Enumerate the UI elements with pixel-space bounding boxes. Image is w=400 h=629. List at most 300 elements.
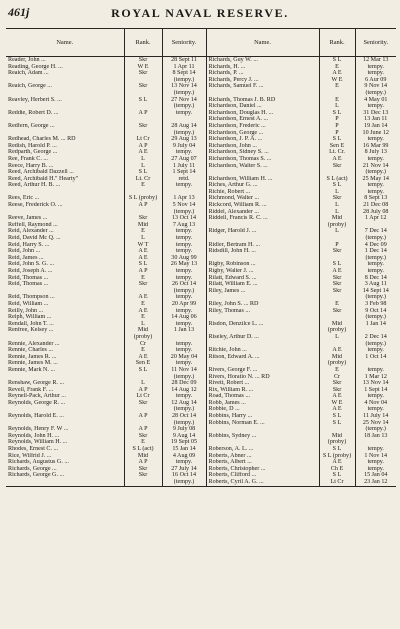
cell-seniority-left: 27 July 14 <box>162 466 206 473</box>
cell-rank-right: Mid <box>319 321 355 328</box>
cell-name-right: Roberson, A. L. ... <box>206 446 319 453</box>
cell-name-right: Ridsdill, John H. ... <box>206 248 319 255</box>
cell-name-left: Reynolds, Harold E. ... <box>8 413 64 420</box>
cell-seniority-right: 1 Oct 14 <box>355 354 396 361</box>
cell-seniority-right: 13 Jan 11 <box>355 116 396 123</box>
cell-name-right <box>206 222 319 229</box>
table-row <box>6 367 396 374</box>
cell-seniority-left: tempy. <box>162 182 206 189</box>
cell-rank-left: S L <box>124 97 162 104</box>
cell-name-left: Ree, Frank C. ... <box>8 155 48 162</box>
table-row <box>6 97 396 104</box>
cell-rank-left: Mid <box>124 327 162 334</box>
cell-name-right: Richards, H. ... <box>206 64 319 71</box>
table-row <box>6 182 396 189</box>
cell-name-right: Richardson, Walter S. ... <box>206 163 319 170</box>
cell-name-left: Relph, William ... <box>8 314 52 321</box>
cell-name-right <box>206 169 319 176</box>
table-row <box>6 334 396 341</box>
cell-rank-left <box>124 130 162 137</box>
cell-rank-left: Skr <box>124 281 162 288</box>
cell-rank-right <box>319 314 355 321</box>
cell-rank-right: L <box>319 209 355 216</box>
cell-rank-right: S L (act) <box>319 176 355 183</box>
cell-rank-right: Mid <box>319 354 355 361</box>
cell-name-right: Riley, John S. ... RD <box>206 301 319 308</box>
cell-name-right: Road, Thomas ... <box>206 393 319 400</box>
cell-seniority-left: (tempy.) <box>162 77 206 84</box>
table-row <box>6 426 396 433</box>
cell-seniority-left <box>162 334 206 341</box>
cell-name-right: Rix, William R. ... <box>206 387 319 394</box>
table-row <box>6 466 396 473</box>
table-row <box>6 301 396 308</box>
cell-name-right: Ridger, Harold J. ... <box>206 228 319 235</box>
cell-name-right <box>206 294 319 301</box>
cell-name-right: Richardson, Ernest A. ... <box>206 116 319 123</box>
table-row <box>6 393 396 400</box>
cell-rank-right: S L <box>319 413 355 420</box>
cell-name-right: Roberts, Cyril A. G. ... <box>206 479 319 486</box>
cell-seniority-right: 16 Mar 99 <box>355 143 396 150</box>
cell-seniority-left: 13 Oct 14 <box>162 215 206 222</box>
cell-rank-right: Lt Cr <box>319 479 355 486</box>
cell-seniority-left: 9 July 08 <box>162 426 206 433</box>
cell-seniority-right: tempy. <box>355 466 396 473</box>
cell-rank-right: Skr <box>319 288 355 295</box>
cell-rank-right: Skr <box>319 275 355 282</box>
table-row <box>6 156 396 163</box>
cell-seniority-right: 21 Dec 08 <box>355 202 396 209</box>
cell-name-left: Reader, John ... <box>8 57 46 63</box>
cell-rank-right: Skr <box>319 281 355 288</box>
cell-rank-right: (proby) <box>319 327 355 334</box>
table-row <box>6 103 396 110</box>
cell-seniority-left: tempy. <box>162 347 206 354</box>
cell-seniority-left: (tempy.) <box>162 288 206 295</box>
table-row <box>6 446 396 453</box>
cell-name-left: Reed, Archibald H." Hearty" <box>8 175 79 182</box>
cell-rank-left: E <box>124 275 162 282</box>
cell-rank-right: A E <box>319 70 355 77</box>
cell-rank-left: L <box>124 235 162 242</box>
cell-rank-right: Mid <box>319 215 355 222</box>
table-row <box>6 77 396 84</box>
cell-seniority-right: 10 June 12 <box>355 130 396 137</box>
table-row <box>6 268 396 275</box>
cell-name-right: Rivett, Robert ... <box>206 380 319 387</box>
table-row <box>6 116 396 123</box>
cell-seniority-right: 25 May 14 <box>355 176 396 183</box>
cell-rank-left: L <box>124 380 162 387</box>
cell-seniority-left: 9 July 04 <box>162 143 206 150</box>
cell-rank-right: E <box>319 301 355 308</box>
cell-name-right: Riddell, Francis R. C. ... <box>206 215 319 222</box>
cell-seniority-left: 12 Aug 14 <box>162 400 206 407</box>
cell-name-right: Richardson, Douglas H. ... <box>206 110 319 117</box>
cell-name-left: Reynolds, John H. ... <box>8 432 60 439</box>
cell-rank-left <box>124 116 162 123</box>
cell-rank-left <box>124 374 162 381</box>
cell-name-left: Redhead, Charles M. ... RD <box>8 136 76 143</box>
cell-rank-left: S L <box>124 367 162 374</box>
cell-seniority-right: 9 Nov 14 <box>355 83 396 90</box>
table-row <box>6 143 396 150</box>
cell-rank-right <box>319 294 355 301</box>
cell-name-left: Reese, Frederick O. ... <box>8 202 63 209</box>
cell-name-left <box>6 479 124 486</box>
cell-name-right: Roberts, Albert ... <box>206 459 319 466</box>
cell-rank-left: L <box>124 321 162 328</box>
cell-name-left: Rees, Eric ... <box>8 195 40 202</box>
table-row <box>6 110 396 117</box>
cell-seniority-left: (tempy.) <box>162 209 206 216</box>
cell-rank-left: A E <box>124 308 162 315</box>
cell-name-right: Riley, Thomas ... <box>206 308 319 315</box>
cell-seniority-right: (tempy.) <box>355 255 396 262</box>
cell-name-right <box>206 235 319 242</box>
table-row <box>6 308 396 315</box>
cell-seniority-right: 12 Mar 13 <box>355 57 396 64</box>
cell-seniority-left: (tempy.) <box>162 420 206 427</box>
cell-rank-left: Skr <box>124 400 162 407</box>
cell-rank-left <box>124 406 162 413</box>
cell-seniority-right: (tempy.) <box>355 341 396 348</box>
cell-rank-left: Skr <box>124 83 162 90</box>
cell-rank-right: E <box>319 367 355 374</box>
cell-name-right: Robbins, Harry ... <box>206 413 319 420</box>
cell-name-left: Reynolds, Henry F. W ... <box>8 426 69 433</box>
cell-rank-right: Skr <box>319 387 355 394</box>
cell-seniority-right: 9 Oct 14 <box>355 308 396 315</box>
cell-name-left <box>6 288 124 295</box>
cell-rank-left: L <box>124 156 162 163</box>
table-row <box>6 235 396 242</box>
cell-name-right: Richardson, Sidney S. ... <box>206 149 319 156</box>
cell-seniority-right: 3 Aug 11 <box>355 281 396 288</box>
cell-name-left: Richards, Augustus G. ... <box>8 459 69 466</box>
table-row <box>6 360 396 367</box>
table-row <box>6 400 396 407</box>
cell-rank-right: S L <box>319 57 355 64</box>
cell-rank-right: L <box>319 228 355 235</box>
cell-rank-left: Skr <box>124 57 162 64</box>
cell-name-left: Reaich, George ... <box>8 83 52 90</box>
cell-name-left <box>6 77 124 84</box>
table-row <box>6 281 396 288</box>
cell-seniority-right: tempy. <box>355 70 396 77</box>
cell-rank-right: W E <box>319 400 355 407</box>
table-row <box>6 275 396 282</box>
cell-name-left <box>6 420 124 427</box>
cell-name-left: Reynell-Pack, Arthur ... <box>8 393 66 400</box>
cell-seniority-right: 6 Aur 09 <box>355 77 396 84</box>
cell-rank-right: L <box>319 189 355 196</box>
cell-seniority-right: 25 Nov 14 <box>355 420 396 427</box>
table-row <box>6 479 396 486</box>
cell-seniority-left <box>162 116 206 123</box>
cell-seniority-left: tempy. <box>162 268 206 275</box>
cell-name-left: Reed, Arthur H. B. ... <box>8 182 61 189</box>
table-row <box>6 413 396 420</box>
cell-rank-right: L <box>319 334 355 341</box>
table-row <box>6 176 396 183</box>
cell-rank-left: Mid <box>124 222 162 229</box>
cell-name-right <box>206 341 319 348</box>
cell-name-right <box>206 360 319 367</box>
cell-name-left: Reddie, Robert D. ... <box>8 109 59 116</box>
cell-rank-right: P <box>319 123 355 130</box>
cell-seniority-right: 8 July 13 <box>355 149 396 156</box>
cell-rank-right <box>319 169 355 176</box>
cell-rank-left: E <box>124 314 162 321</box>
cell-rank-left: E <box>124 439 162 446</box>
cell-name-left: Reid, Thomas ... <box>8 274 49 281</box>
cell-rank-right: Lt. Cr. <box>319 149 355 156</box>
cell-seniority-right: 1 Nov 14 <box>355 453 396 460</box>
table-row <box>6 209 396 216</box>
cell-seniority-right: 13 Nov 14 <box>355 380 396 387</box>
cell-seniority-left: tempy. <box>162 459 206 466</box>
cell-name-right <box>206 327 319 334</box>
cell-name-right: Rigby, Robinson ... <box>206 261 319 268</box>
cell-rank-left: A P <box>124 110 162 117</box>
cell-rank-right: A E <box>319 347 355 354</box>
cell-seniority-right: tempy. <box>355 268 396 275</box>
cell-seniority-left: 1 July 11 <box>162 163 206 170</box>
cell-name-left: Redish, Harold P. ... <box>8 142 57 149</box>
table-row <box>6 294 396 301</box>
cell-name-right: Richards, Samuel F. ... <box>206 83 319 90</box>
table-row <box>6 261 396 268</box>
table-row <box>6 70 396 77</box>
cell-seniority-right: (tempy.) <box>355 169 396 176</box>
cell-name-right: Rigby, Walter J. ... <box>206 268 319 275</box>
table-row <box>6 222 396 229</box>
cell-seniority-right: tempy. <box>355 189 396 196</box>
table-row <box>6 195 396 202</box>
cell-seniority-left: (tempy.) <box>162 406 206 413</box>
cell-seniority-left: tempy. <box>162 393 206 400</box>
table-row <box>6 149 396 156</box>
cell-name-right: Richardson, J. P. A. ... <box>206 136 319 143</box>
cell-rank-right: Ch E <box>319 466 355 473</box>
cell-seniority-left <box>162 189 206 196</box>
page-title: ROYAL NAVAL RESERVE. <box>111 6 289 20</box>
cell-rank-right: A E <box>319 459 355 466</box>
cell-seniority-right: 15 Jan 04 <box>355 472 396 479</box>
cell-seniority-left: 1 Jan 13 <box>162 327 206 334</box>
cell-seniority-left: 28 Aug 14 <box>162 123 206 130</box>
table-row <box>6 459 396 466</box>
cell-rank-left: A E <box>124 354 162 361</box>
cell-seniority-left: 26 Oct 14 <box>162 281 206 288</box>
cell-rank-right <box>319 426 355 433</box>
cell-name-right: Riseley, Arthur D. ... <box>206 334 319 341</box>
cell-name-left <box>6 130 124 137</box>
cell-name-right: Ridler, Bertram H. ... <box>206 242 319 249</box>
cell-name-right: Richardson, Daniel ... <box>206 103 319 110</box>
cell-rank-right: (proby) <box>319 439 355 446</box>
cell-name-left: Rennie, James M. ... <box>8 360 58 367</box>
cell-seniority-right: 3 Feb 98 <box>355 301 396 308</box>
cell-rank-left <box>124 288 162 295</box>
cell-rank-right: S L <box>319 261 355 268</box>
cell-seniority-right: 23 Jan 12 <box>355 479 396 486</box>
cell-name-right: Richardson, Frederic ... <box>206 123 319 130</box>
cell-rank-left <box>124 77 162 84</box>
cell-rank-left: E <box>124 301 162 308</box>
cell-rank-right: S L <box>319 110 355 117</box>
cell-rank-right: P <box>319 242 355 249</box>
cell-name-left <box>6 209 124 216</box>
table-row <box>6 347 396 354</box>
cell-name-left: Reid, John S. G. ... <box>8 261 55 268</box>
cell-seniority-right: 2 Dec 14 <box>355 334 396 341</box>
cell-seniority-left: 13 Nov 14 <box>162 83 206 90</box>
table-row <box>6 123 396 130</box>
cell-name-right: Robbins, Norman E. ... <box>206 420 319 427</box>
cell-seniority-right: 31 Dec 13 <box>355 110 396 117</box>
cell-rank-left: A P <box>124 387 162 394</box>
cell-name-left: Renfree, Kelsey ... <box>8 327 54 334</box>
cell-name-left: Reece, Harry B. ... <box>8 162 54 169</box>
cell-seniority-right <box>355 439 396 446</box>
cell-rank-right <box>319 341 355 348</box>
cell-rank-left: A P <box>124 426 162 433</box>
cell-rank-right: E <box>319 97 355 104</box>
cell-name-left <box>6 406 124 413</box>
table-row <box>6 321 396 328</box>
table-row <box>6 354 396 361</box>
table-row <box>6 64 396 71</box>
cell-name-right: Ritson, Edward A. ... <box>206 354 319 361</box>
cell-name-right: Richards, Guy W. ... <box>206 57 319 64</box>
cell-rank-left: A P <box>124 202 162 209</box>
cell-seniority-left: 9 Aug 14 <box>162 433 206 440</box>
cell-seniority-left: 27 Aug 07 <box>162 156 206 163</box>
cell-seniority-left: 27 Nov 14 <box>162 97 206 104</box>
cell-seniority-left: 19 Sept 05 <box>162 439 206 446</box>
cell-rank-right: Skr <box>319 163 355 170</box>
cell-name-left: Rennie, Alexander ... <box>8 340 60 347</box>
cell-seniority-right: tempy. <box>355 393 396 400</box>
cell-seniority-left: 1 Sept 14 <box>162 169 206 176</box>
cell-name-right: Roberts, Clifford ... <box>206 472 319 479</box>
header-name-left: Name. <box>6 29 124 57</box>
cell-rank-right: Skr <box>319 195 355 202</box>
cell-name-right <box>206 90 319 97</box>
cell-rank-left: (proby) <box>124 334 162 341</box>
table-row <box>6 130 396 137</box>
cell-rank-right <box>319 90 355 97</box>
cell-name-right: Risdon, Denzilce L. ... <box>206 321 319 328</box>
cell-seniority-left: 28 Oct 14 <box>162 413 206 420</box>
cell-rank-right: A E <box>319 156 355 163</box>
cell-rank-left: Lt Cr <box>124 393 162 400</box>
header-seniority-left: Seniority. <box>162 29 206 57</box>
cell-seniority-right: 21 Nov 14 <box>355 163 396 170</box>
cell-name-left: Rice, Wilfrid J. ... <box>8 452 52 459</box>
cell-rank-left: S L (act) <box>124 446 162 453</box>
cell-rank-right: P <box>319 116 355 123</box>
cell-seniority-right <box>355 222 396 229</box>
table-row <box>6 189 396 196</box>
cell-seniority-left: 28 Dec 09 <box>162 380 206 387</box>
cell-seniority-left: tempy. <box>162 294 206 301</box>
cell-name-left: Richards, George ... <box>8 465 57 472</box>
cell-name-right: Riddel, Alexander ... <box>206 209 319 216</box>
cell-rank-left: Sen E <box>124 360 162 367</box>
cell-seniority-left: tempy. <box>162 149 206 156</box>
cell-seniority-right: 1 Mar 12 <box>355 374 396 381</box>
cell-name-right: Riley, James ... <box>206 288 319 295</box>
cell-name-left: Reid, Joseph A. ... <box>8 268 53 274</box>
cell-name-right: Roberts, Abner ... <box>206 453 319 460</box>
cell-rank-left <box>124 209 162 216</box>
cell-rank-left: A E <box>124 149 162 156</box>
cell-rank-right: W E <box>319 77 355 84</box>
cell-seniority-left: tempy. <box>162 308 206 315</box>
cell-name-left: Renshaw, George R. ... <box>8 380 65 387</box>
cell-seniority-left: (tempy.) <box>162 103 206 110</box>
cell-name-right <box>206 314 319 321</box>
cell-rank-left: Skr <box>124 70 162 77</box>
cell-seniority-right: 7 Dec 14 <box>355 228 396 235</box>
cell-name-right: Richards, P. ... <box>206 70 319 77</box>
table-row <box>6 420 396 427</box>
cell-name-right <box>206 439 319 446</box>
cell-seniority-left: 5 Nov 14 <box>162 202 206 209</box>
cell-seniority-right: tempy. <box>355 156 396 163</box>
cell-rank-left: Skr <box>124 123 162 130</box>
cell-rank-left: W T <box>124 242 162 249</box>
cell-name-right: Richardson, John ... <box>206 143 319 150</box>
table-row <box>6 83 396 90</box>
header-name-right: Name. <box>206 29 319 57</box>
cell-seniority-right: tempy. <box>355 406 396 413</box>
cell-seniority-right: tempy. <box>355 459 396 466</box>
cell-rank-left: A P <box>124 413 162 420</box>
table-row <box>6 228 396 235</box>
cell-name-right: Robbins, Sydney ... <box>206 433 319 440</box>
cell-seniority-left: 15 Jan 14 <box>162 446 206 453</box>
cell-seniority-right: (tempy.) <box>355 426 396 433</box>
table-row <box>6 314 396 321</box>
cell-name-left: Reid, Alexander ... <box>8 228 54 235</box>
cell-rank-left <box>124 420 162 427</box>
cell-name-right: Richards, Percy J. ... <box>206 77 319 84</box>
cell-name-left: Redfern, George ... <box>8 122 55 129</box>
table-row <box>6 288 396 295</box>
cell-seniority-left: (tempy.) <box>162 479 206 486</box>
cell-name-left: Reynolds, George R. ... <box>8 399 66 406</box>
cell-rank-left: Skr <box>124 215 162 222</box>
cell-seniority-left: (tempy.) <box>162 130 206 137</box>
cell-rank-left: E <box>124 347 162 354</box>
cell-seniority-right: tempy. <box>355 182 396 189</box>
cell-seniority-left: 28 Sept 11 <box>162 57 206 64</box>
cell-seniority-right: 11 July 14 <box>355 413 396 420</box>
table-header-row <box>6 29 396 57</box>
cell-rank-left: A P <box>124 143 162 150</box>
table-row <box>6 341 396 348</box>
table-row <box>6 90 396 97</box>
cell-name-right: Rickcord, William R. ... <box>206 202 319 209</box>
cell-name-left: Rennie, James R. ... <box>8 353 57 360</box>
cell-seniority-right: 8 Sept 13 <box>355 195 396 202</box>
cell-name-left <box>6 103 124 110</box>
